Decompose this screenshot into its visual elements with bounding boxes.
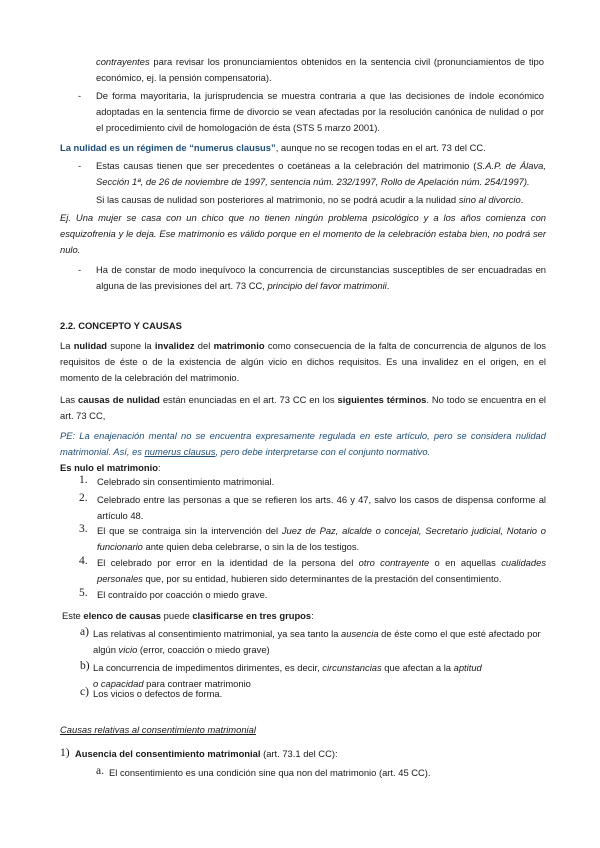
paragraph-jurisprudencia: De forma mayoritaria, la jurisprudencia se muestra contraria a que las decisiones de índole económico adoptadas en la sentencia firme de divorcio se vean afectadas por la resolución canónica de nulidad o por el procedimiento civil de homologación de ésta (STS 5 marzo 2001).: [96, 90, 544, 133]
list-number: 2.: [79, 492, 88, 504]
section-heading: 2.2. CONCEPTO Y CAUSAS: [60, 320, 182, 331]
list-item: El que se contraiga sin la intervención del Juez de Paz, alcalde o concejal, Secretario judicial, Notario o funcionario ante quien deba celebrarse, o sin la de los testigos.: [97, 525, 546, 552]
list-letter: c): [80, 686, 89, 698]
list-item: El celebrado por error en la identidad de la persona del otro contrayente o en aquellas cualidades personales que, por su entidad, hubieren sido determinantes de la prestación del consentimiento.: [97, 557, 547, 584]
nulo-heading: Es nulo el matrimonio:: [60, 462, 161, 473]
list-item: El contraído por coacción o miedo grave.: [97, 589, 268, 600]
consent-item-a: El consentimiento es una condición sine qua non del matrimonio (art. 45 CC).: [109, 767, 431, 778]
italic-term: contrayentes: [96, 56, 150, 67]
list-letter: a.: [96, 765, 104, 777]
list-number: 1.: [79, 474, 88, 486]
paragraph-favor-matrimonii: Ha de constar de modo inequívoco la concurrencia de circunstancias susceptibles de ser encuadradas en alguna de las previsiones del art. 73 CC, principio del favor matrimonii.: [96, 264, 546, 291]
list-item: Celebrado entre las personas a que se refieren los arts. 46 y 47, salvo los casos de dispensa conforme al artículo 48.: [97, 494, 546, 521]
subsection-heading: Causas relativas al consentimiento matrimonial: [60, 724, 256, 735]
example-paragraph: Ej. Una mujer se casa con un chico que no tienen ningún problema psicológico y a los años comienza con esquizofrenia y le deja. Ese matrimonio es válido porque en el momento de la celebración estaba bien, no podrá ser nulo.: [60, 212, 546, 255]
pe-note: PE: La enajenación mental no se encuentra expresamente regulada en este artículo, pero se considera nulidad matrimonial. Así, es numerus clausus, pero debe interpretarse con el conjunto normativo.: [60, 430, 546, 457]
paragraph-contrayentes: contrayentes para revisar los pronunciamientos obtenidos en la sentencia civil (pronunciamientos de tipo económico, ej. la pensión compensatoria).: [96, 56, 544, 83]
paragraph-posteriores: Si las causas de nulidad son posteriores al matrimonio, no se podrá acudir a la nulidad sino al divorcio.: [96, 194, 524, 205]
list-number: 1): [60, 747, 70, 759]
bold-term: La nulidad es un régimen de “numerus clausus”: [60, 142, 276, 153]
list-number: 3.: [79, 523, 88, 535]
paragraph-definicion: La nulidad supone la invalidez del matrimonio como consecuencia de la falta de concurrencia de algunos de los requisitos de éste o de la existencia de algún vicio en dichos requisitos. Es una invalidez en el origen, en el momento de la celebración del matrimonio.: [60, 340, 546, 383]
dash-bullet: -: [78, 90, 82, 101]
dash-bullet: -: [78, 264, 82, 275]
italic-term: principio del favor matrimonii: [267, 280, 387, 291]
paragraph-causas: Las causas de nulidad están enunciadas en el art. 73 CC en los siguientes términos. No todo se encuentra en el art. 73 CC,: [60, 394, 546, 421]
italic-term: sino al divorcio: [458, 194, 521, 205]
list-number: 5.: [79, 587, 88, 599]
group-item-b: La concurrencia de impedimentos dirimentes, es decir, circunstancias que afectan a la aptitud o capacidad para contraer matrimonio: [93, 662, 482, 689]
paragraph-numerus-clausus: La nulidad es un régimen de “numerus clausus”, aunque no se recogen todas en el art. 73 del CC.: [60, 142, 486, 153]
group-item-c: Los vicios o defectos de forma.: [93, 688, 223, 699]
paragraph-precedentes: Estas causas tienen que ser precedentes o coetáneas a la celebración del matrimonio (S.A.P. de Álava, Sección 1ª, de 26 de noviembre de 1997, sentencia núm. 232/1997, Rollo de Apelación núm. 254/1997).: [96, 160, 546, 187]
group-item-a: Las relativas al consentimiento matrimonial, ya sea tanto la ausencia de éste como el que esté afectado por algún vicio (error, coacción o miedo grave): [93, 628, 541, 655]
paragraph-elenco: Este elenco de causas puede clasificarse en tres grupos:: [62, 610, 314, 621]
list-item: Celebrado sin consentimiento matrimonial.: [97, 476, 275, 487]
list-number: 4.: [79, 555, 88, 567]
consent-item-1: Ausencia del consentimiento matrimonial (art. 73.1 del CC):: [75, 748, 338, 759]
list-letter: b): [80, 660, 90, 672]
list-letter: a): [80, 626, 89, 638]
dash-bullet: -: [78, 160, 82, 171]
italic-citation: S.A.P. de Álava, Sección 1ª, de 26 de noviembre de 1997, sentencia núm. 232/1997, Rollo de Apelación núm. 254/1997).: [96, 160, 546, 187]
